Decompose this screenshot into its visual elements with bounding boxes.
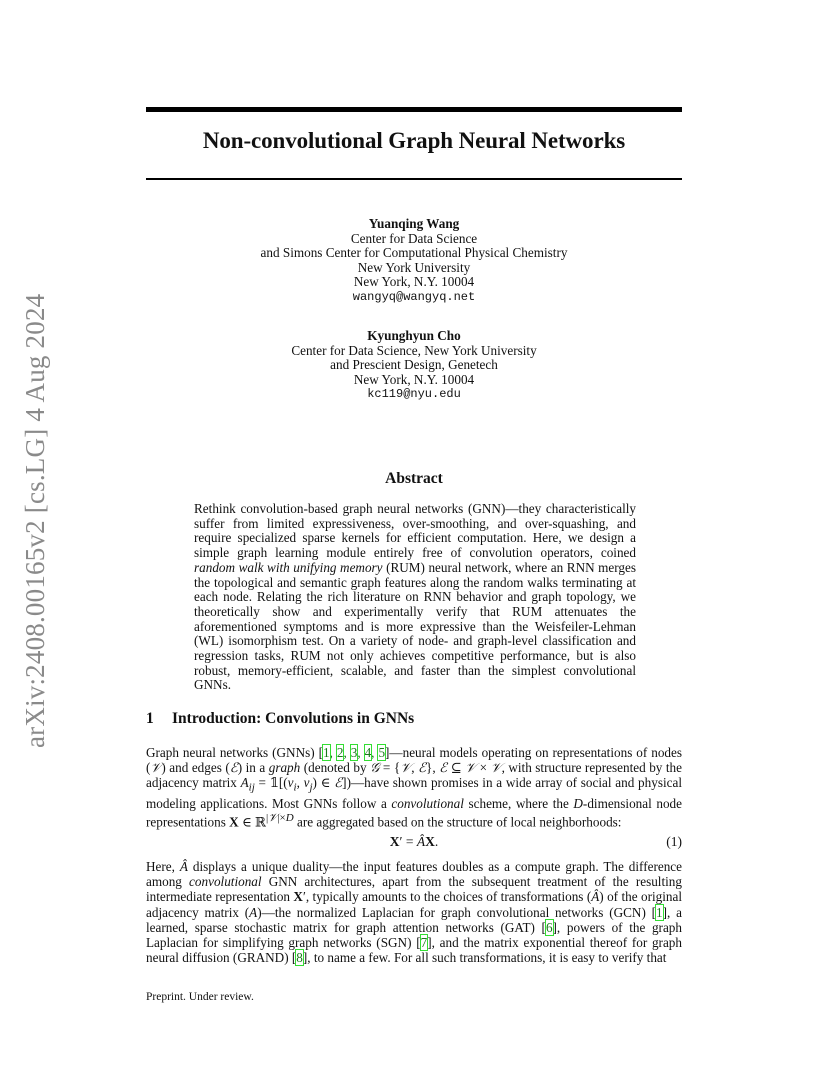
author-block-1 bbox=[146, 217, 682, 305]
author-name: Yuanqing Wang bbox=[368, 216, 460, 231]
footer-note: Preprint. Under review. bbox=[146, 991, 254, 1003]
author-affiliation: New York, N.Y. 10004 bbox=[353, 274, 475, 290]
author-affiliation: and Simons Center for Computational Physical Chemistry bbox=[260, 245, 568, 261]
author-affiliation: Center for Data Science bbox=[350, 230, 478, 246]
intro-paragraph-2: Here, Â displays a unique duality—the input features doubles as a compute graph. The difference among convolutional GNN architectures, apart from the subsequent treatment of the resulting intermediate representation X′, typically amounts to the choices of transformations (Â) of the original adjacency matrix (A)—the normalized Laplacian for graph convolutional networks (GCN) [1], a learned, sparse stochastic matrix for graph attention networks (GAT) [6], powers of the graph Laplacian for simplifying graph networks (SGN) [7], and the matrix exponential thereof for graph neural diffusion (GRAND) [8], to name a few. For all such transformations, it is easy to verify that bbox=[146, 859, 682, 966]
author-email[interactable]: kc119@nyu.edu bbox=[367, 387, 461, 402]
citation-link[interactable]: 2 bbox=[336, 745, 344, 760]
author-affiliation: New York, N.Y. 10004 bbox=[353, 371, 475, 387]
abstract-heading: Abstract bbox=[385, 470, 443, 487]
author-affiliation: and Prescient Design, Genetech bbox=[330, 357, 498, 373]
citation-link[interactable]: 5 bbox=[378, 745, 386, 760]
citation-link[interactable]: 8 bbox=[296, 950, 303, 966]
title-rule-top bbox=[146, 107, 682, 112]
author-email[interactable]: wangyq@wangyq.net bbox=[352, 289, 476, 304]
equation-1: X′ = ÂX. (1) bbox=[389, 834, 682, 849]
citation-link[interactable]: 1 bbox=[656, 904, 663, 920]
citation-link[interactable]: 1 bbox=[323, 745, 330, 760]
citation-link[interactable]: 4 bbox=[364, 745, 372, 760]
author-name: Kyunghyun Cho bbox=[367, 328, 461, 343]
citation-link[interactable]: 7 bbox=[420, 935, 428, 951]
title-rule-bottom bbox=[146, 178, 682, 180]
section-heading: 1 Introduction: Convolutions in GNNs bbox=[146, 710, 415, 727]
author-affiliation: Center for Data Science, New York University bbox=[291, 342, 537, 358]
paper-title: Non-convolutional Graph Neural Networks bbox=[202, 128, 626, 153]
author-block-2 bbox=[146, 329, 682, 402]
abstract-body: Rethink convolution-based graph neural networks (GNN)—they characteristically suffer from limited expressiveness, over-smoothing, and over-squashing, and require specialized sparse kernels for efficient computation. Here, we design a simple graph learning module entirely free of convolution operators, coined random walk with unifying memory (RUM) neural network, where an RNN merges the topological and semantic graph features along the random walks terminating at each node. Relating the rich literature on RNN behavior and graph topology, we theoretically show and experimentally verify that RUM attenuates the aforementioned symptoms and is more expressive than the Weisfeiler-Lehman (WL) isomorphism test. On a variety of node- and graph-level classification and regression tasks, RUM not only achieves competitive performance, but is also robust, memory-efficient, scalable, and faster than the simplest convolutional GNNs. bbox=[194, 501, 637, 693]
citation-link[interactable]: 6 bbox=[545, 919, 553, 935]
intro-paragraph-1: Graph neural networks (GNNs) [1, 2, 3, 4, 5]—neural models operating on representations of nodes (𝒱) and edges (ℰ) in a graph (denoted by 𝒢 = {𝒱, ℰ}, ℰ ⊆ 𝒱 × 𝒱, with structure represented by the adjacency matrix $A_{ij}$ = $𝟙[(v_i$, $v_j$) ∈ ℰ])—have shown promises in a wide array of social and physical modeling applications. Most GNNs follow a convolutional scheme, where the D-dimensional node representations X ∈ ℝ$^{|𝒱|\times D}$ are aggregated based on the structure of local neighborhoods: bbox=[146, 745, 683, 830]
arxiv-identifier: arXiv:2408.00165v2 [cs.LG] 4 Aug 2024 bbox=[20, 293, 50, 748]
author-affiliation: New York University bbox=[357, 259, 471, 275]
citation-link[interactable]: 3 bbox=[350, 745, 358, 760]
equation-number: (1) bbox=[666, 834, 682, 849]
